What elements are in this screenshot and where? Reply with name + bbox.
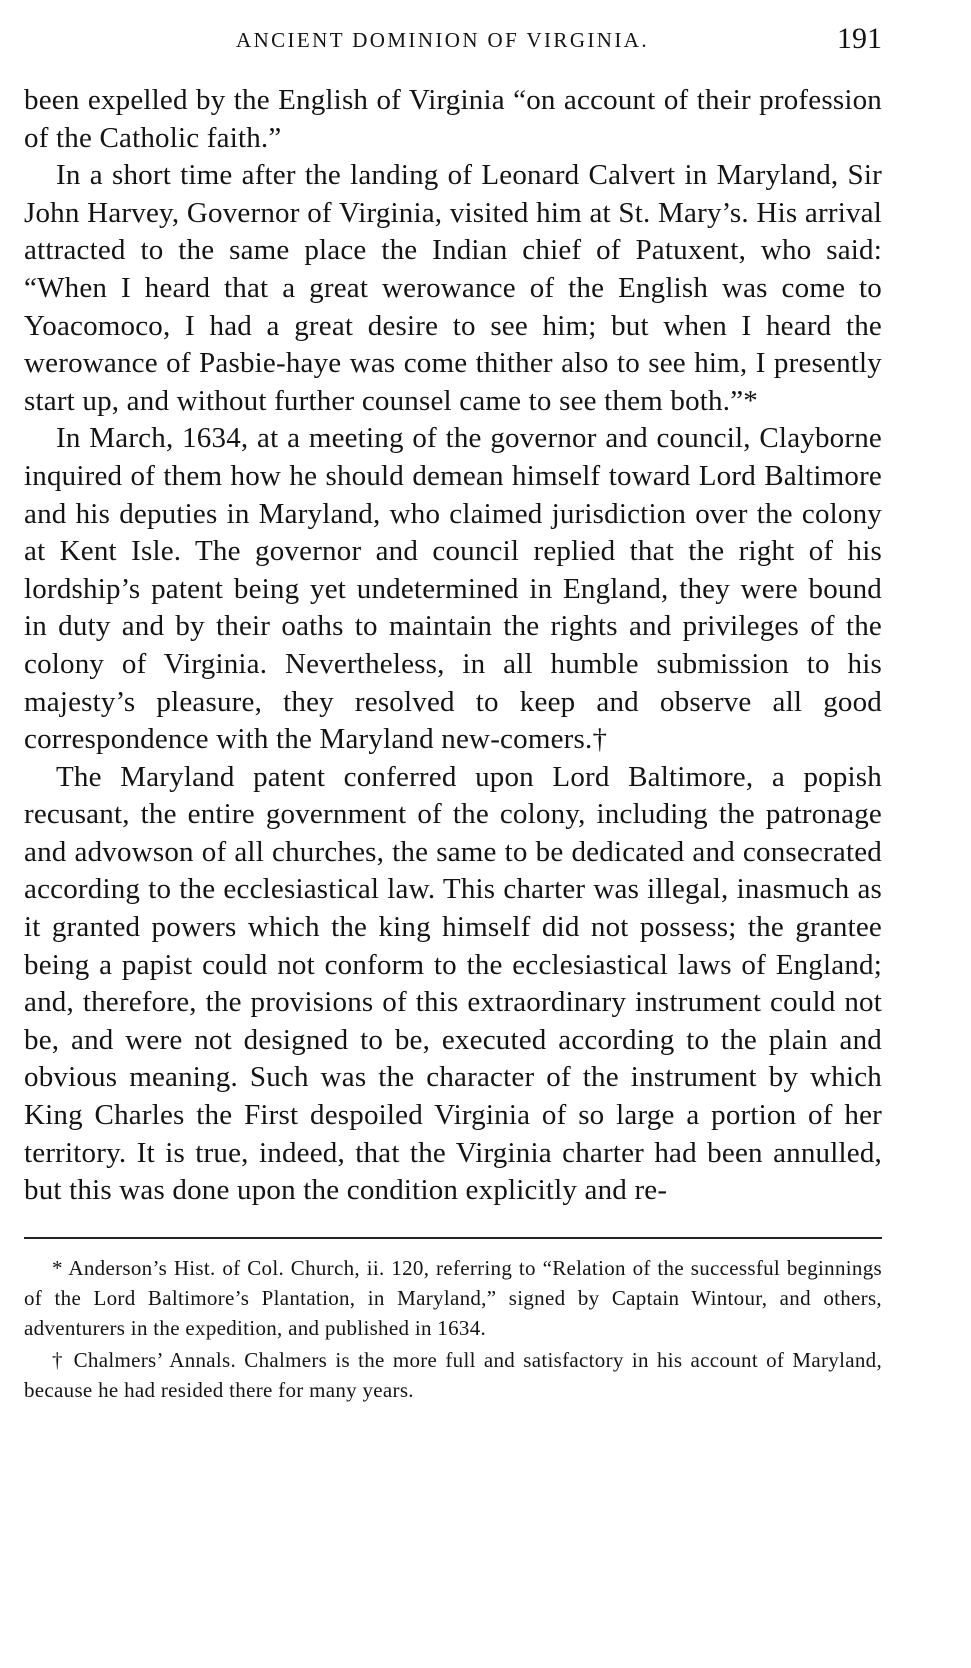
paragraph: In March, 1634, at a meeting of the governor and council, Clayborne inquired of them how he should demean himself toward Lord Baltimore and his deputies in Maryland, who claimed jurisdiction over the colony at Kent Isle. The governor and council replied that the right of his lordship’s patent being yet undetermined in England, they were bound in duty and by their oaths to maintain the rights and privileges of the colony of Virginia. Nevertheless, in all humble submission to his majesty’s pleasure, they resolved to keep and observe all good correspondence with the Maryland new-comers.†: [24, 422, 882, 756]
footnotes: [24, 1253, 882, 1405]
footnote: * Anderson’s Hist. of Col. Church, ii. 120, referring to “Relation of the successful beginnings of the Lord Baltimore’s Plantation, in Maryland,” signed by Captain Wintour, and others, adventurers in the expedition, and published in 1634.: [24, 1255, 882, 1340]
running-title: ANCIENT DOMINION OF VIRGINIA.: [236, 28, 649, 52]
paragraph-continued: been expelled by the English of Virginia “on account of their profession of the Catholic faith.”: [24, 84, 882, 154]
page-header: [24, 18, 882, 58]
page-number: 191: [837, 22, 882, 55]
paragraph: In a short time after the landing of Leonard Calvert in Maryland, Sir John Harvey, Governor of Virginia, visited him at St. Mary’s. His arrival attracted to the same place the Indian chief of Patuxent, who said: “When I heard that a great werowance of the English was come to Yoacomoco, I had a great desire to see him; but when I heard the werowance of Pasbie-haye was come thither also to see him, I presently start up, and without further counsel came to see them both.”*: [24, 159, 882, 417]
body-text: [24, 82, 882, 1210]
paragraph: The Maryland patent conferred upon Lord Baltimore, a popish recusant, the entire government of the colony, including the patronage and advowson of all churches, the same to be dedicated and consecrated according to the ecclesiastical law. This charter was illegal, inasmuch as it granted powers which the king himself did not possess; the grantee being a papist could not conform to the ecclesiastical laws of England; and, therefore, the provisions of this extraordinary instrument could not be, and were not designed to be, executed according to the plain and obvious meaning. Such was the character of the instrument by which King Charles the First despoiled Virginia of so large a portion of her territory. It is true, indeed, that the Virginia charter had been annulled, but this was done upon the condition explicitly and re-: [24, 760, 882, 1207]
book-page: [24, 18, 882, 1407]
footnote-divider: [24, 1237, 882, 1239]
footnote: † Chalmers’ Annals. Chalmers is the more full and satisfactory in his account of Maryland, because he had resided there for many years.: [24, 1347, 882, 1402]
